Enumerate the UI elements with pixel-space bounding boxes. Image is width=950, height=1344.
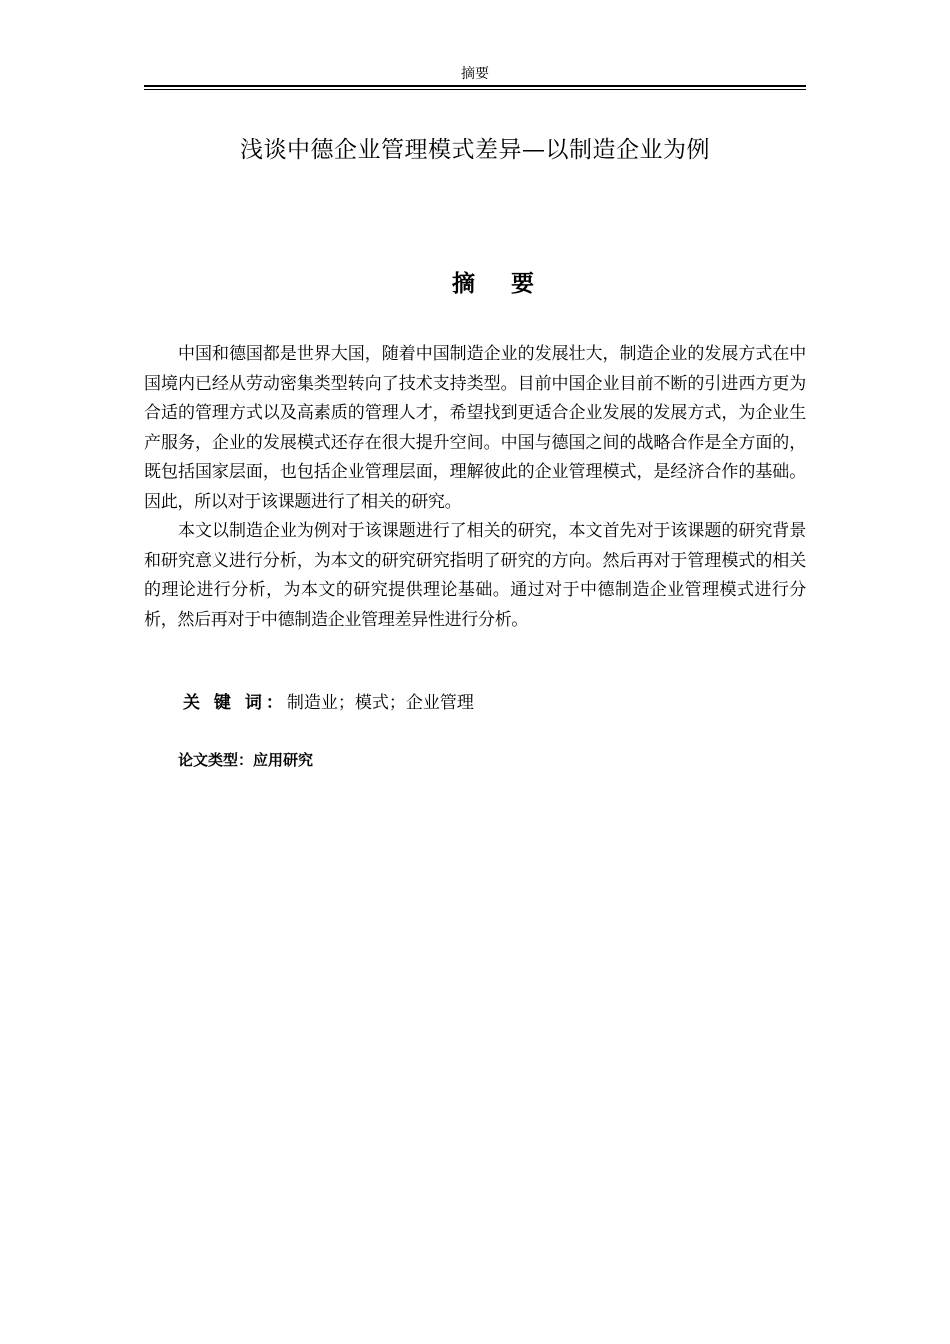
keywords-value: 制造业；模式；企业管理 [286, 693, 474, 713]
paper-type-label: 论文类型： [178, 751, 254, 769]
paper-title: 浅谈中德企业管理模式差异—以制造企业为例 [240, 137, 710, 163]
running-header: 摘要 [461, 66, 489, 82]
paper-type-value: 应用研究 [253, 751, 314, 769]
paper-type-line [178, 748, 313, 772]
abstract-paragraph-2: 本文以制造企业为例对于该课题进行了相关的研究，本文首先对于该课题的研究背景和研究意义进行分析，为本文的研究研究指明了研究的方向。然后再对于管理模式的相关的理论进行分析，为本文的研究提供理论基础。通过对于中德制造企业管理模式进行分析，然后再对于中德制造企业管理差异性进行分析。 [144, 521, 806, 630]
abstract-body [144, 340, 806, 635]
header-rule [144, 85, 806, 90]
abstract-heading: 摘 要 [451, 271, 548, 297]
abstract-paragraph-1: 中国和德国都是世界大国，随着中国制造企业的发展壮大，制造企业的发展方式在中国境内已经从劳动密集类型转向了技术支持类型。目前中国企业目前不断的引进西方更为合适的管理方式以及高素质的管理人才，希望找到更适合企业发展的发展方式，为企业生产服务，企业的发展模式还存在很大提升空间。中国与德国之间的战略合作是全方面的，既包括国家层面，也包括企业管理层面，理解彼此的企业管理模式，是经济合作的基础。因此，所以对于该课题进行了相关的研究。 [144, 344, 806, 512]
keywords-line [183, 689, 474, 717]
keywords-label: 关 键 词： [183, 693, 287, 713]
